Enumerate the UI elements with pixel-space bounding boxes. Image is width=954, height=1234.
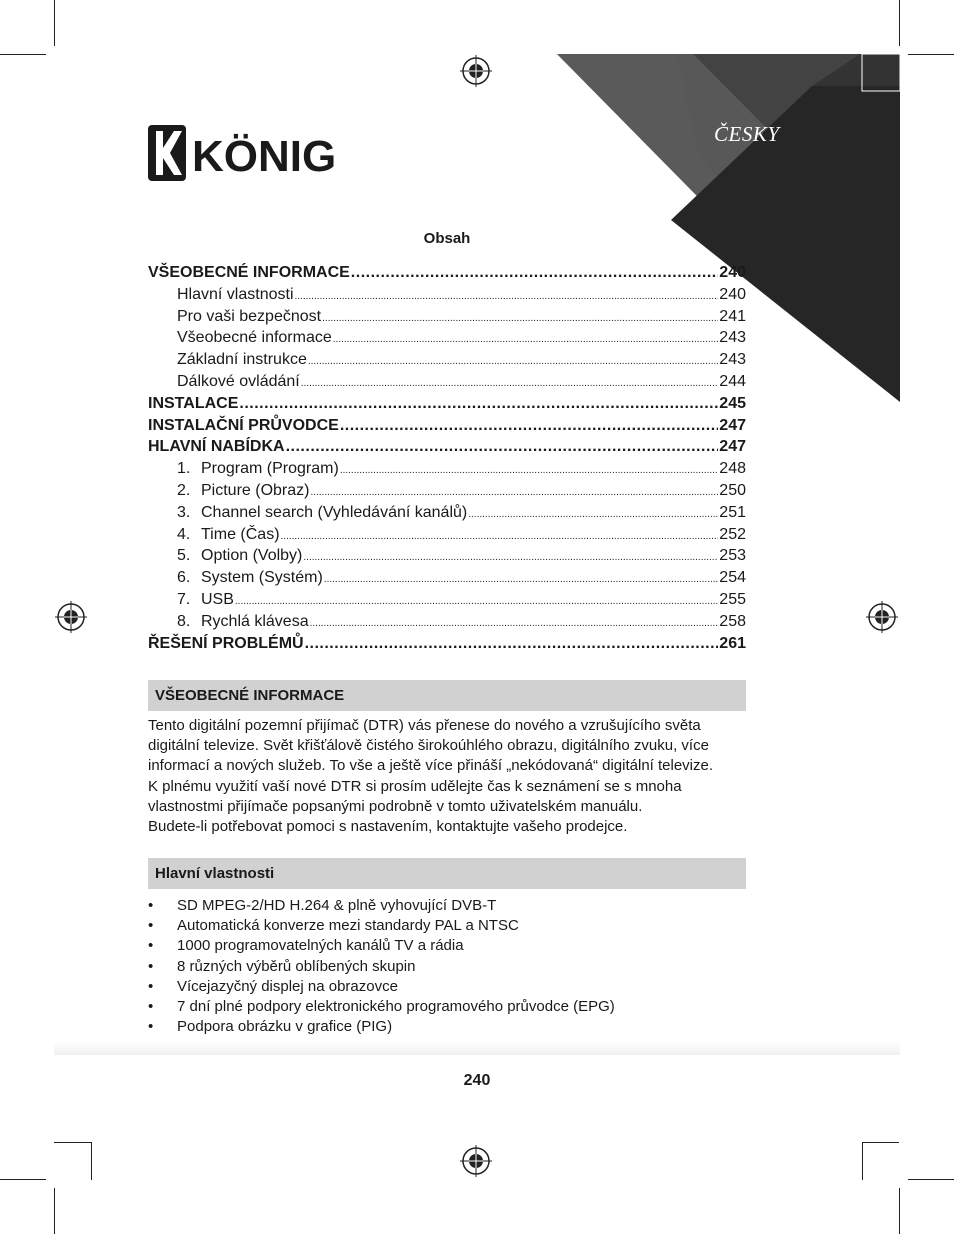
toc-entry-page: 250 — [719, 482, 746, 499]
toc-entry-label: Option (Volby) — [201, 547, 303, 565]
toc-entry-label: INSTALAČNÍ PRŮVODCE — [148, 416, 339, 434]
toc-entry-label: Channel search (Vyhledávání kanálů) — [201, 503, 468, 521]
toc-entry-label: USB — [201, 591, 234, 608]
intro-line: digitální televize. Svět křišťálově čistého širokoúhlého obrazu, digitálního zvuku, více — [148, 737, 709, 755]
toc-entry-number: 5. — [177, 547, 191, 565]
toc-entry-label: Všeobecné informace — [177, 329, 332, 347]
section-heading-text: Hlavní vlastnosti — [155, 865, 275, 882]
bullet-icon: • — [148, 897, 154, 914]
toc-entry-page: 244 — [719, 373, 746, 390]
toc-entry[interactable] — [148, 415, 746, 435]
toc-entry[interactable] — [148, 611, 746, 631]
list-item-text: 1000 programovatelných kanálů TV a rádia — [177, 937, 464, 955]
list-item — [148, 957, 758, 977]
toc-entry[interactable] — [148, 589, 746, 609]
intro-paragraph — [148, 716, 758, 837]
toc-entry-number: 7. — [177, 591, 191, 608]
list-item — [148, 1017, 758, 1037]
list-item — [148, 977, 758, 997]
list-item-text: Podpora obrázku v grafice (PIG) — [177, 1018, 393, 1036]
toc-entry-label: ŘEŠENÍ PROBLÉMŮ — [148, 634, 304, 652]
toc-entry-label: System (Systém) — [201, 569, 323, 587]
toc-entry-label: Time (Čas) — [201, 525, 280, 543]
toc-entry[interactable] — [148, 458, 746, 478]
toc-entry-page: 247 — [719, 416, 746, 434]
toc-entry-label: HLAVNÍ NABÍDKA — [148, 438, 285, 456]
intro-line: K plnému využití vaší nové DTR si prosím udělejte čas k seznámení se s mnoha — [148, 777, 682, 795]
toc-leader-dots — [333, 329, 719, 347]
toc-leader-dots — [310, 482, 718, 500]
toc-entry-page: 245 — [719, 394, 746, 412]
toc-leader-dots — [324, 569, 719, 587]
toc-entry-number: 6. — [177, 569, 191, 587]
section-heading-text: VŠEOBECNÉ INFORMACE — [155, 687, 345, 704]
toc-entry-label: Program (Program) — [201, 460, 339, 478]
toc-entry-page: 255 — [719, 591, 746, 608]
toc-entry-label: Picture (Obraz) — [201, 482, 310, 499]
toc-entry-page: 243 — [719, 329, 746, 347]
toc-leader-dots — [295, 286, 719, 304]
toc-entry-page: 248 — [719, 460, 746, 478]
toc-leader-dots — [303, 547, 718, 565]
toc-entry[interactable] — [148, 306, 746, 326]
toc-entry[interactable] — [148, 393, 746, 413]
list-item — [148, 896, 758, 916]
registration-mark-icon — [55, 601, 87, 633]
toc-entry-label: Pro vaši bezpečnost — [177, 307, 322, 325]
features-list — [148, 896, 758, 1037]
page-number: 240 — [463, 1072, 491, 1089]
toc-entry[interactable] — [148, 262, 746, 282]
bullet-icon: • — [148, 998, 154, 1016]
konig-logo-icon — [148, 125, 354, 181]
section-heading-main-features — [148, 858, 746, 889]
toc-leader-dots — [340, 460, 718, 478]
toc-entry[interactable] — [148, 524, 746, 544]
intro-line: informací a nových služeb. To vše a ještě více přináší „nekódovaná“ digitální televize. — [148, 757, 714, 775]
list-item-text: Vícejazyčný displej na obrazovce — [177, 977, 398, 995]
toc-entry-page: 247 — [719, 438, 746, 456]
list-item-text: 7 dní plné podpory elektronického programového průvodce (EPG) — [177, 998, 615, 1016]
bullet-icon: • — [148, 937, 154, 955]
toc-title: Obsah — [423, 230, 471, 247]
section-heading-general-info — [148, 680, 746, 711]
toc-entry-label: VŠEOBECNÉ INFORMACE — [148, 264, 350, 281]
toc-entry-label: INSTALACE — [148, 394, 239, 412]
toc-leader-dots — [301, 373, 719, 391]
toc-entry-page: 252 — [719, 525, 746, 543]
list-item — [148, 916, 758, 936]
toc-entry[interactable] — [148, 284, 746, 304]
toc-leader-dots — [351, 264, 719, 282]
toc-entry-number: 3. — [177, 503, 191, 521]
toc-entry[interactable] — [148, 436, 746, 456]
table-of-contents — [148, 262, 746, 662]
list-item — [148, 936, 758, 956]
toc-entry[interactable] — [148, 567, 746, 587]
toc-entry-page: 243 — [719, 351, 746, 369]
toc-leader-dots — [305, 635, 719, 653]
toc-leader-dots — [281, 526, 719, 544]
brand-logo — [148, 125, 354, 186]
toc-entry-label: Hlavní vlastnosti — [177, 285, 294, 303]
toc-entry[interactable] — [148, 502, 746, 522]
toc-entry-page: 253 — [719, 547, 746, 565]
intro-line: vlastnostmi přijímače popsanými podrobně v tomto uživatelském manuálu. — [148, 797, 643, 815]
bullet-icon: • — [148, 977, 154, 995]
toc-entry[interactable] — [148, 480, 746, 500]
toc-entry-label: Rychlá klávesa — [201, 612, 309, 630]
list-item — [148, 997, 758, 1017]
toc-entry-page: 261 — [719, 634, 746, 652]
toc-entry[interactable] — [148, 349, 746, 369]
bullet-icon: • — [148, 957, 154, 975]
toc-entry[interactable] — [148, 327, 746, 347]
toc-leader-dots — [468, 504, 718, 522]
toc-entry-number: 4. — [177, 525, 191, 543]
list-item-text: Automatická konverze mezi standardy PAL a NTSC — [177, 917, 519, 935]
toc-entry-page: 254 — [719, 569, 746, 587]
toc-leader-dots — [322, 308, 718, 326]
toc-entry-page: 241 — [719, 307, 746, 325]
language-label: ČESKY — [714, 122, 780, 146]
registration-mark-icon — [460, 1145, 492, 1177]
toc-leader-dots — [235, 591, 718, 609]
toc-entry-page: 240 — [719, 264, 746, 281]
toc-entry-page: 258 — [719, 612, 746, 630]
intro-line: Budete-li potřebovat pomoci s nastavením, kontaktujte vašeho prodejce. — [148, 818, 628, 836]
toc-entry-label: Dálkové ovládání — [177, 373, 300, 390]
bullet-icon: • — [148, 917, 154, 935]
toc-leader-dots — [310, 613, 719, 631]
toc-entry-page: 240 — [719, 285, 746, 303]
list-item-text: 8 různých výběrů oblíbených skupin — [177, 957, 416, 975]
toc-entry-label: Základní instrukce — [177, 351, 307, 369]
toc-entry[interactable] — [148, 633, 746, 653]
registration-mark-icon — [866, 601, 898, 633]
toc-entry-number: 8. — [177, 612, 191, 630]
toc-entry[interactable] — [148, 371, 746, 391]
toc-leader-dots — [286, 438, 719, 456]
logo-text: KÖNIG — [192, 132, 337, 181]
toc-entry-number: 1. — [177, 460, 191, 478]
intro-line: Tento digitální pozemní přijímač (DTR) vás přenese do nového a vzrušujícího světa — [148, 717, 701, 734]
list-item-text: SD MPEG-2/HD H.264 & plně vyhovující DVB-T — [177, 897, 497, 914]
toc-entry[interactable] — [148, 545, 746, 565]
toc-entry-number: 2. — [177, 482, 191, 499]
toc-leader-dots — [239, 395, 718, 413]
toc-leader-dots — [340, 417, 718, 435]
toc-entry-page: 251 — [719, 503, 746, 521]
bullet-icon: • — [148, 1018, 154, 1036]
toc-leader-dots — [308, 351, 718, 369]
registration-mark-icon — [460, 55, 492, 87]
